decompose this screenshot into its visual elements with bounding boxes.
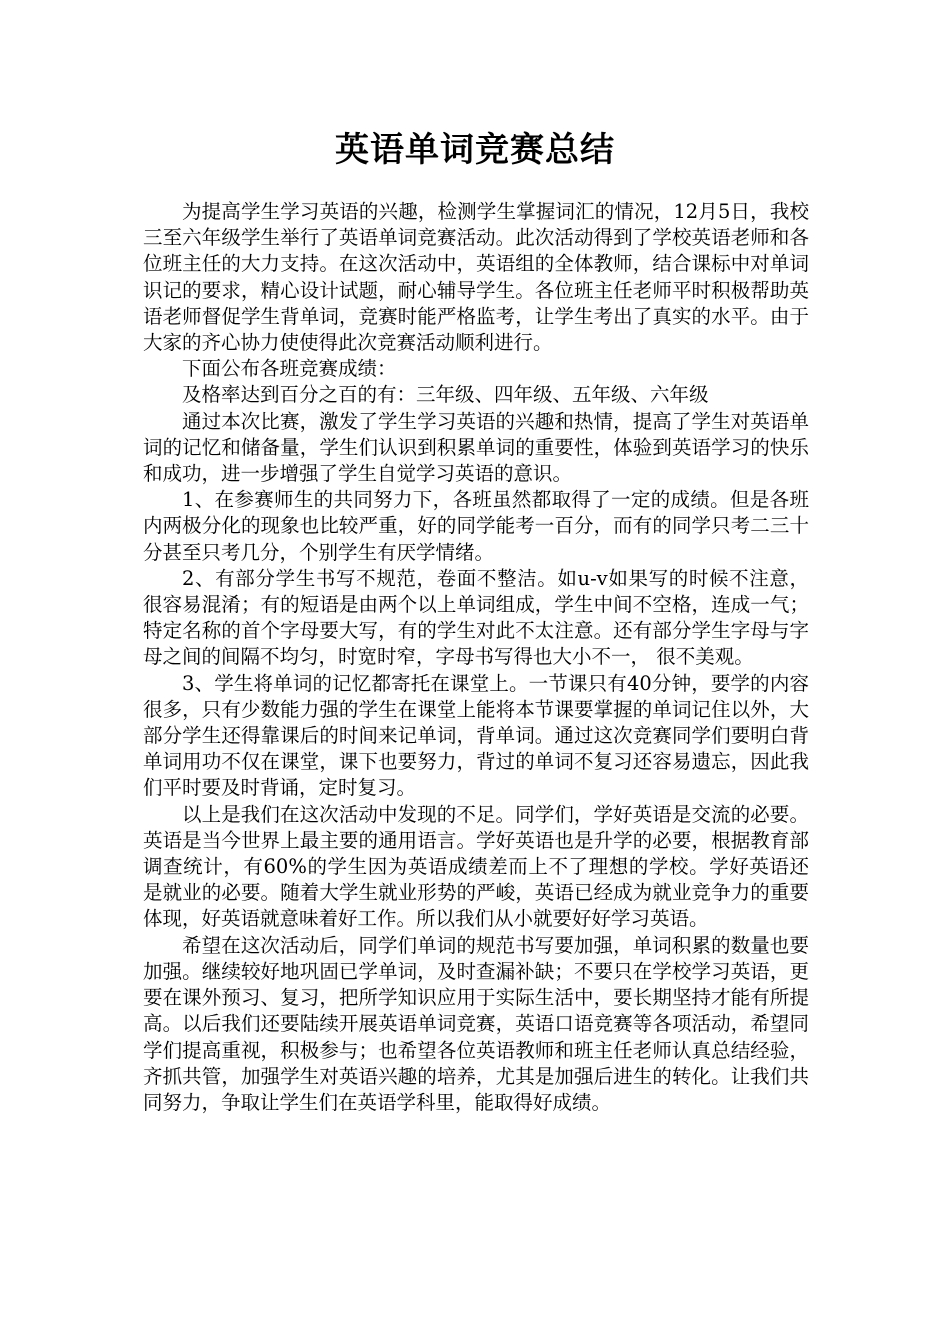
paragraph-effects: 通过本次比赛，激发了学生学习英语的兴趣和热情，提高了学生对英语单词的记忆和储备量，学生们认识到积累单词的重要性，体验到英语学习的快乐和成功，进一步增强了学生自觉学习英语的意识。 — [143, 409, 809, 486]
paragraph-pass-rate: 及格率达到百分之百的有：三年级、四年级、五年级、六年级 — [182, 383, 709, 407]
paragraph-results-heading: 下面公布各班竞赛成绩： — [182, 357, 397, 381]
paragraph-issue-1: 1、在参赛师生的共同努力下，各班虽然都取得了一定的成绩。但是各班内两极分化的现象也比较严重，好的同学能考一百分，而有的同学只考二三十分甚至只考几分，个别学生有厌学情绪。 — [143, 488, 809, 564]
paragraph-importance: 以上是我们在这次活动中发现的不足。同学们，学好英语是交流的必要。英语是当今世界上最主要的通用语言。学好英语也是升学的必要，根据教育部调查统计，有60%的学生因为英语成绩差而上不了理想的学校。学好英语还是就业的必要。随着大学生就业形势的严峻，英语已经成为就业竞争力的重要体现，好英语就意味着好工作。所以我们从小就要好好学习英语。 — [143, 802, 809, 931]
paragraph-issue-2: 2、有部分学生书写不规范，卷面不整洁。如u-v如果写的时候不注意，很容易混淆；有的短语是由两个以上单词组成，学生中间不空格，连成一气；特定名称的首个字母要大写，有的学生对此不太注意。还有部分学生字母与字母之间的间隔不均匀，时宽时窄，字母书写得也大小不一， 很不美观。 — [143, 566, 809, 669]
paragraph-intro: 为提高学生学习英语的兴趣，检测学生掌握词汇的情况，12月5日，我校三至六年级学生举行了英语单词竞赛活动。此次活动得到了学校英语老师和各位班主任的大力支持。在这次活动中，英语组的全体教师，结合课标中对单词识记的要求，精心设计试题，耐心辅导学生。各位班主任老师平时积极帮助英语老师督促学生背单词，竞赛时能严格监考，让学生考出了真实的水平。由于大家的齐心协力使使得此次竞赛活动顺利进行。 — [143, 200, 809, 355]
paragraph-hopes: 希望在这次活动后，同学们单词的规范书写要加强，单词积累的数量也要加强。继续较好地巩固已学单词，及时查漏补缺；不要只在学校学习英语，更要在课外预习、复习，把所学知识应用于实际生活中，要长期坚持才能有所提高。以后我们还要陆续开展英语单词竞赛，英语口语竞赛等各项活动，希望同学们提高重视，积极参与；也希望各位英语教师和班主任老师认真总结经验，齐抓共管，加强学生对英语兴趣的培养，尤其是加强后进生的转化。让我们共同努力，争取让学生们在英语学科里，能取得好成绩。 — [143, 933, 809, 1114]
document-body — [143, 199, 809, 1116]
document-title: 英语单词竞赛总结 — [335, 130, 615, 170]
paragraph-issue-3: 3、学生将单词的记忆都寄托在课堂上。一节课只有40分钟，要学的内容很多，只有少数能力强的学生在课堂上能将本节课要掌握的单词记住以外，大部分学生还得靠课后的时间来记单词，背单词。通过这次竞赛同学们要明白背单词用功不仅在课堂，课下也要努力，背过的单词不复习还容易遗忘，因此我们平时要及时背诵，定时复习。 — [143, 671, 809, 800]
